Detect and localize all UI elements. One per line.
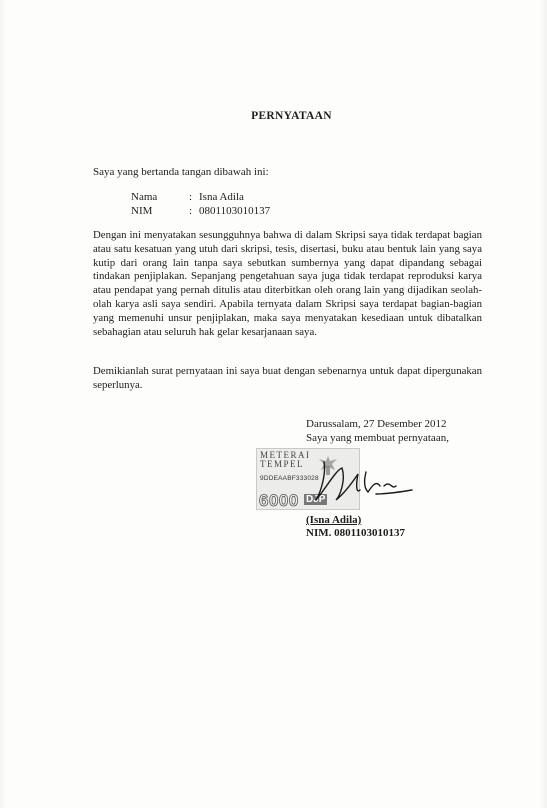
stamp-label-meterai: METERAI <box>260 450 311 460</box>
stamp-value: 6000 <box>259 491 299 510</box>
intro-text: Saya yang bertanda tangan dibawah ini: <box>93 166 269 178</box>
identity-value: 0801103010137 <box>199 205 271 217</box>
place-date: Darussalam, 27 Desember 2012 <box>306 418 447 430</box>
statement-paragraph: Dengan ini menyatakan sesungguhnya bahwa di dalam Skripsi saya tidak terdapat bagian atau satu kesatuan yang utuh dari skripsi, tesis, disertasi, buku atau bentuk lain yang saya kutip dari orang lain tanpa saya sebutkan sumbernya yang dapat dipandang sebagai tindakan penjiplakan. Sepanjang pengetahuan saya juga tidak terdapat reproduksi karya atau pendapat yang pernah ditulis atau diterbitkan oleh orang lain yang dijadikan seolah-olah karya asli saya sendiri. Apabila ternyata dalam Skripsi saya terdapat bagian-bagian yang memenuhi unsur penjiplakan, maka saya menyatakan kesediaan untuk dibatalkan sebahagian atau seluruh hak gelar kesarjanaan saya. <box>93 229 482 338</box>
stamp-issuer: DJP <box>306 494 326 505</box>
identity-row-nim <box>131 205 270 217</box>
identity-label: NIM <box>131 205 153 217</box>
signer-name: (Isna Adila) <box>306 514 362 526</box>
closing-paragraph: Demikianlah surat pernyataan ini saya buat dengan sebenarnya untuk dapat dipergunakan seperlunya. <box>93 365 482 391</box>
identity-label: Nama <box>131 191 158 203</box>
identity-row-name <box>131 191 244 203</box>
stamp-serial: 9DDEAABF333028 <box>260 475 319 482</box>
identity-separator: : <box>189 191 193 203</box>
signer-nim: NIM. 0801103010137 <box>306 527 405 539</box>
identity-separator: : <box>189 205 193 217</box>
document-title: PERNYATAAN <box>251 110 332 122</box>
stamp-label-tempel: TEMPEL <box>260 459 304 469</box>
handwritten-signature <box>296 450 416 510</box>
signer-line: Saya yang membuat pernyataan, <box>306 432 449 444</box>
identity-value: Isna Adila <box>199 191 244 203</box>
